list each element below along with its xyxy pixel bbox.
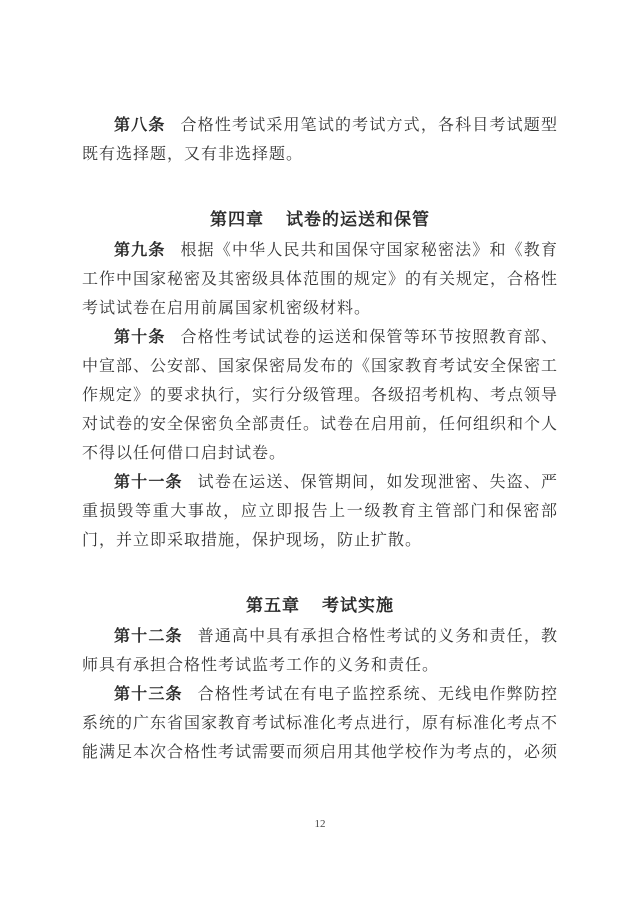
article-11-paragraph (82, 468, 558, 555)
article-10-number: 第十条 (114, 329, 166, 346)
article-13-text: 合格性考试在有电子监控系统、无线电作弊防控系统的广东省国家教育考试标准化考点进行，原有标准化考点不能满足本次合格性考试需要而须启用其他学校作为考点的，必须 (82, 686, 559, 761)
article-9-number: 第九条 (114, 242, 166, 259)
article-9-text: 根据《中华人民共和国保守国家秘密法》和《教育工作中国家秘密及其密级具体范围的规定》的有关规定，合格性考试试卷在启用前属国家机密级材料。 (82, 242, 559, 317)
chapter-4-title: 试卷的运送和保管 (286, 210, 430, 229)
chapter-5-heading (82, 591, 558, 620)
chapter-4-heading (82, 205, 558, 234)
article-10-text: 合格性考试试卷的运送和保管等环节按照教育部、中宣部、公安部、国家保密局发布的《国家教育考试安全保密工作规定》的要求执行，实行分级管理。各级招考机构、考点领导对试卷的安全保密负全部责任。试卷在启用前，任何组织和个人不得以任何借口启封试卷。 (82, 329, 559, 462)
article-11-number: 第十一条 (114, 474, 183, 491)
article-12-number: 第十二条 (114, 628, 183, 645)
article-8-paragraph (82, 111, 558, 169)
article-8-number: 第八条 (114, 117, 166, 134)
article-9-paragraph (82, 236, 558, 323)
article-13-paragraph (82, 680, 558, 767)
chapter-5-number: 第五章 (246, 596, 300, 615)
article-11-text: 试卷在运送、保管期间，如发现泄密、失盗、严重损毁等重大事故，应立即报告上一级教育主管部门和保密部门，并立即采取措施，保护现场，防止扩散。 (82, 474, 558, 549)
page-number: 12 (314, 818, 326, 830)
article-12-text: 普通高中具有承担合格性考试的义务和责任，教师具有承担合格性考试监考工作的义务和责任。 (82, 628, 558, 674)
article-12-paragraph (82, 622, 558, 680)
article-8-text: 合格性考试采用笔试的考试方式，各科目考试题型既有选择题，又有非选择题。 (82, 117, 558, 163)
article-10-paragraph (82, 323, 558, 468)
chapter-5-title: 考试实施 (322, 596, 394, 615)
chapter-4-number: 第四章 (210, 210, 264, 229)
article-13-number: 第十三条 (114, 686, 183, 703)
